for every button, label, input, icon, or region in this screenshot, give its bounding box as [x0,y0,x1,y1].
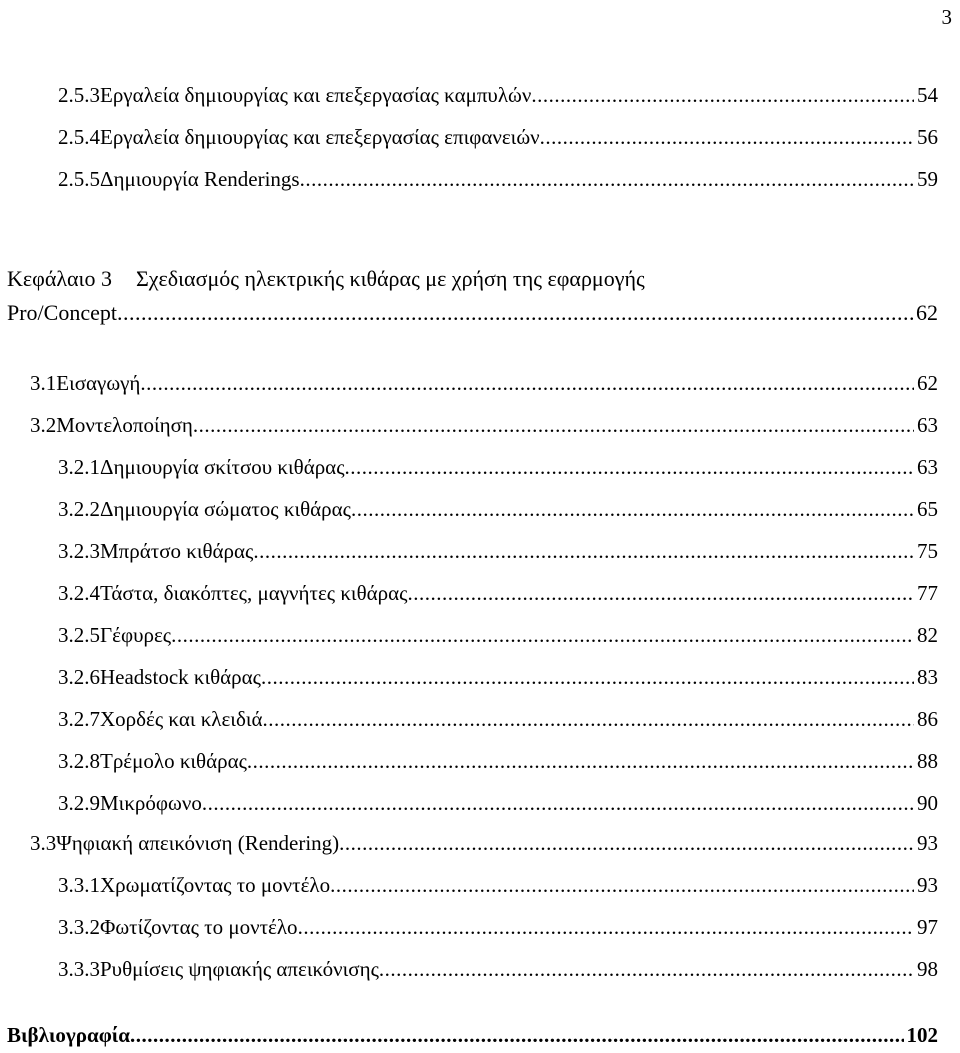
toc-entry-title: Φωτίζοντας το μοντέλο [100,915,298,939]
dot-leader [193,410,914,440]
chapter-3-heading[interactable] [7,264,645,294]
toc-entry-title: Ψηφιακή απεικόνιση (Rendering) [56,831,340,855]
dot-leader [330,870,914,900]
toc-entry-3-2-2[interactable] [0,494,960,524]
chapter-title-continued: Pro/Concept [7,300,117,325]
toc-entry-title: Τάστα, διακόπτες, μαγνήτες κιθάρας [100,581,408,605]
toc-entry-number: 3.2.6 [58,665,100,689]
toc-entry-number: 2.5.4 [58,125,100,149]
toc-entry-title: Δημιουργία σκίτσου κιθάρας [100,455,345,479]
toc-entry-page: 54 [917,83,938,107]
toc-entry-number: 3.2 [30,413,57,437]
toc-entry-title: Δημιουργία Renderings [100,167,300,191]
toc-entry-number: 3.3 [30,831,57,855]
toc-entry-page: 63 [917,413,938,437]
toc-entry-3-2-4[interactable] [0,578,960,608]
dot-leader [247,746,914,776]
page-number: 3 [941,5,952,29]
dot-leader [407,578,914,608]
chapter-page: 62 [916,300,938,325]
dot-leader [379,954,914,984]
toc-entry-page: 63 [917,455,938,479]
dot-leader [351,494,914,524]
toc-entry-number: 3.2.2 [58,497,100,521]
toc-entry-number: 3.2.4 [58,581,100,605]
toc-entry-title: Χρωματίζοντας το μοντέλο [100,873,331,897]
toc-entry-page: 65 [917,497,938,521]
toc-entry-3-2-5[interactable] [0,620,960,650]
toc-entry-2-5-3[interactable] [0,80,960,110]
toc-entry-3-3-3[interactable] [0,954,960,984]
toc-entry-title: Μοντελοποίηση [56,413,193,437]
toc-entry-title: Μικρόφωνο [100,791,202,815]
toc-entry-title: Εισαγωγή [56,371,141,395]
toc-entry-3-2-6[interactable] [0,662,960,692]
toc-entry-page: 77 [917,581,938,605]
toc-entry-number: 3.2.8 [58,749,100,773]
dot-leader [171,620,914,650]
dot-leader [261,662,914,692]
toc-entry-3-2-7[interactable] [0,704,960,734]
chapter-3-heading-continued[interactable] [0,298,960,328]
dot-leader [263,704,914,734]
toc-entry-number: 2.5.3 [58,83,100,107]
toc-entry-title: Δημιουργία σώματος κιθάρας [100,497,351,521]
dot-leader [540,122,914,152]
toc-entry-2-5-4[interactable] [0,122,960,152]
toc-entry-title: Μπράτσο κιθάρας [100,539,254,563]
toc-entry-2-5-5[interactable] [0,164,960,194]
toc-entry-3-2-3[interactable] [0,536,960,566]
toc-entry-page: 83 [917,665,938,689]
toc-entry-number: 3.2.3 [58,539,100,563]
toc-entry-page: 56 [917,125,938,149]
dot-leader [531,80,914,110]
bibliography-page: 102 [906,1023,938,1047]
toc-entry-title: Headstock κιθάρας [100,665,261,689]
toc-entry-title: Γέφυρες [100,623,172,647]
dot-leader [253,536,914,566]
toc-entry-page: 82 [917,623,938,647]
chapter-label: Κεφάλαιο 3 [7,266,112,291]
toc-entry-number: 3.2.5 [58,623,100,647]
chapter-title: Σχεδιασμός ηλεκτρικής κιθάρας με χρήση της εφαρμογής [135,266,645,291]
toc-entry-page: 75 [917,539,938,563]
toc-entry-page: 93 [917,873,938,897]
toc-entry-3-2-9[interactable] [0,788,960,818]
toc-entry-3-2-1[interactable] [0,452,960,482]
toc-entry-number: 3.2.1 [58,455,100,479]
dot-leader [117,298,913,328]
toc-entry-title: Εργαλεία δημιουργίας και επεξεργασίας επιφανειών [100,125,540,149]
toc-entry-number: 3.2.7 [58,707,100,731]
dot-leader [140,368,914,398]
dot-leader [202,788,914,818]
toc-entry-number: 3.1 [30,371,57,395]
dot-leader [339,828,914,858]
toc-entry-page: 93 [917,831,938,855]
toc-entry-3-3-2[interactable] [0,912,960,942]
toc-entry-number: 3.2.9 [58,791,100,815]
toc-entry-3-3-1[interactable] [0,870,960,900]
toc-entry-title: Τρέμολο κιθάρας [100,749,247,773]
toc-entry-number: 2.5.5 [58,167,100,191]
dot-leader [298,912,914,942]
toc-entry-number: 3.3.2 [58,915,100,939]
toc-entry-page: 90 [917,791,938,815]
toc-entry-page: 59 [917,167,938,191]
toc-entry-bibliography[interactable] [0,1020,960,1050]
toc-entry-3-2[interactable] [0,410,960,440]
toc-entry-page: 86 [917,707,938,731]
toc-entry-page: 98 [917,957,938,981]
dot-leader [300,164,914,194]
toc-entry-3-1[interactable] [0,368,960,398]
toc-entry-title: Εργαλεία δημιουργίας και επεξεργασίας καμπυλών [100,83,532,107]
toc-entry-page: 88 [917,749,938,773]
toc-entry-page: 62 [917,371,938,395]
toc-entry-title: Χορδές και κλειδιά [100,707,263,731]
toc-entry-number: 3.3.1 [58,873,100,897]
toc-entry-number: 3.3.3 [58,957,100,981]
bibliography-title: Βιβλιογραφία [7,1023,131,1047]
toc-entry-3-3[interactable] [0,828,960,858]
toc-entry-title: Ρυθμίσεις ψηφιακής απεικόνισης [100,957,379,981]
dot-leader [130,1020,903,1050]
dot-leader [345,452,914,482]
toc-entry-page: 97 [917,915,938,939]
toc-entry-3-2-8[interactable] [0,746,960,776]
